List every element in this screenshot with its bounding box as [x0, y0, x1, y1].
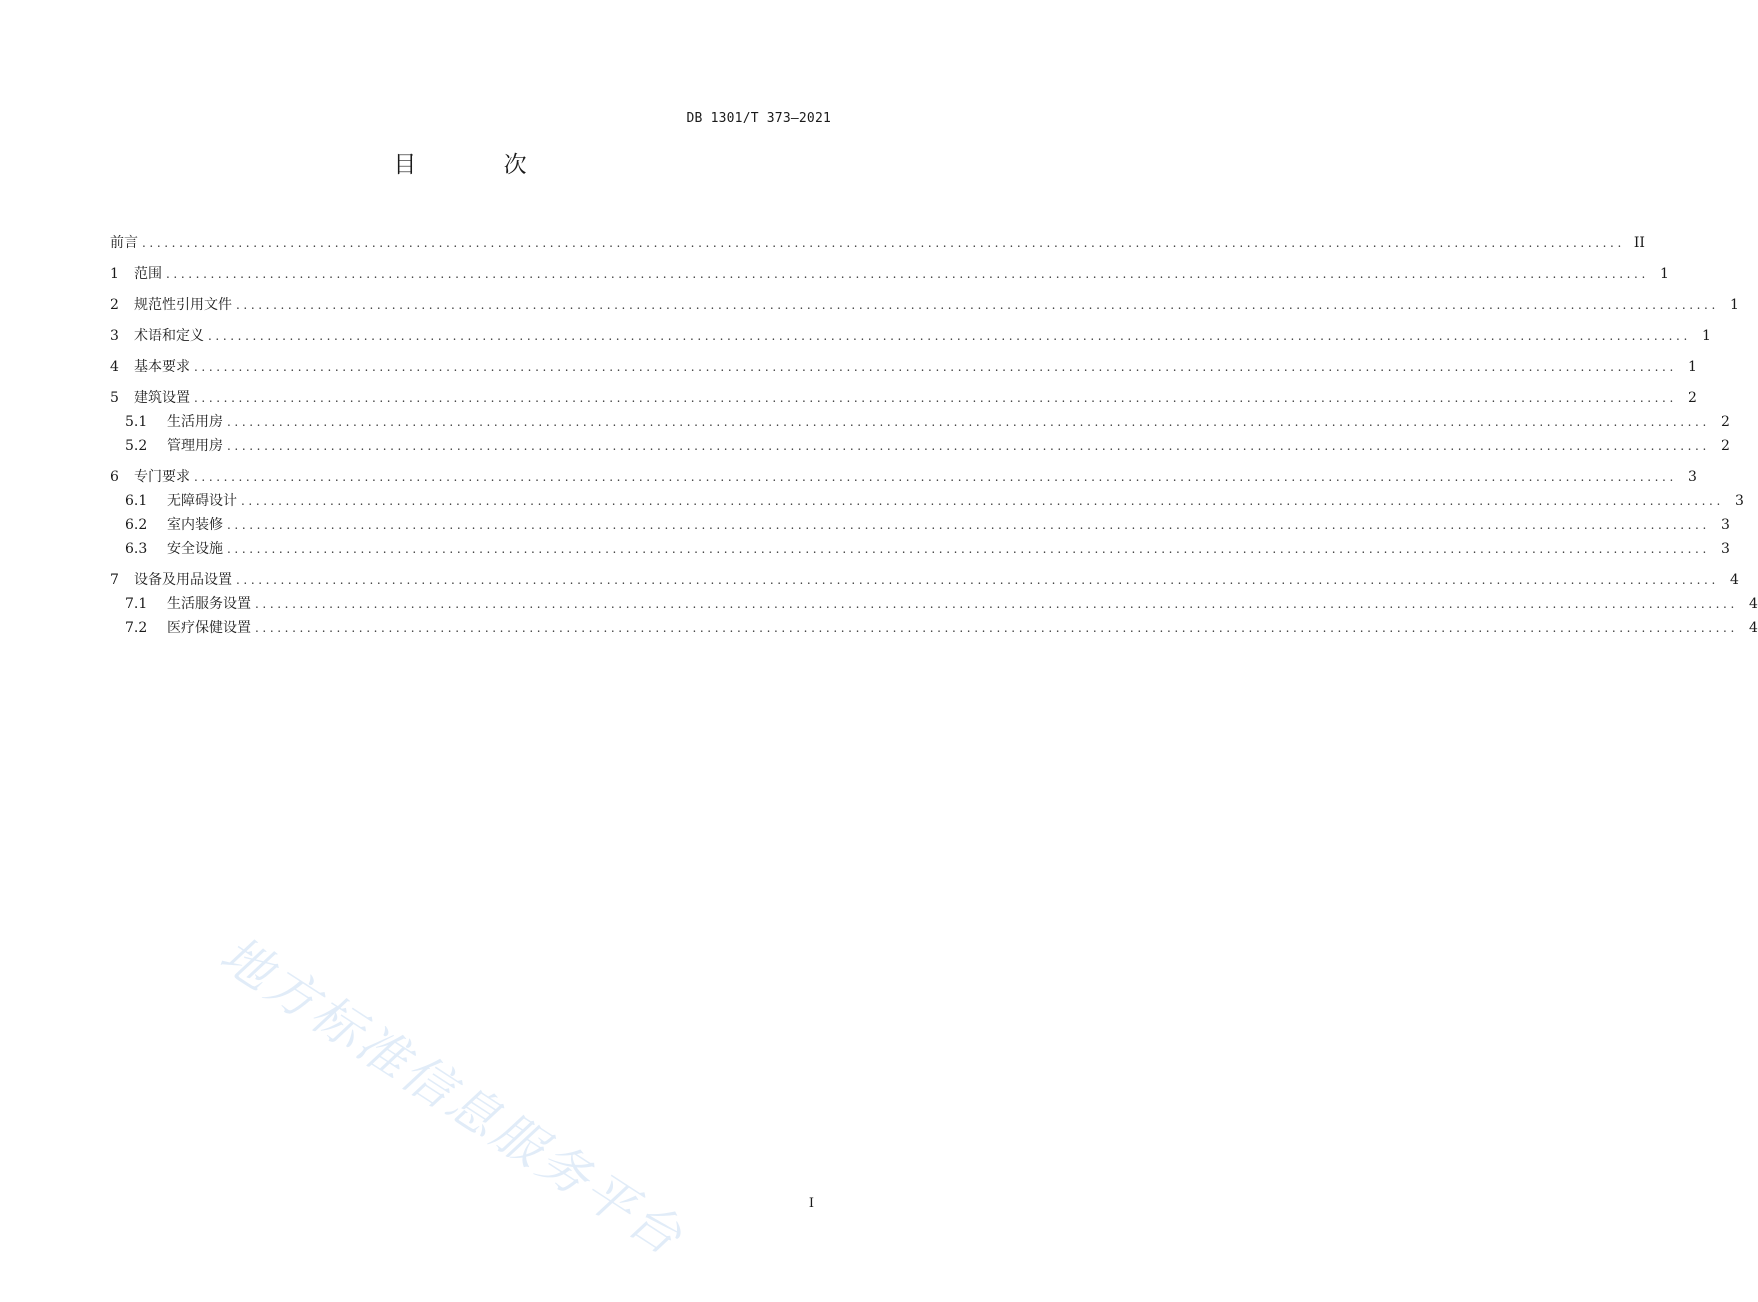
toc-entry-label: 设备及用品设置: [134, 572, 232, 588]
toc-entry-label: 生活用房: [167, 414, 223, 430]
toc-entry-label: 建筑设置: [134, 390, 190, 406]
toc-entry[interactable]: [110, 232, 1645, 256]
toc-entry-number: 7.1: [125, 596, 148, 612]
toc-entry-head: [110, 356, 190, 376]
toc-dot-leader: ........................................................................................................................................................................................................: [194, 360, 1677, 374]
toc-entry-page: 4: [1729, 572, 1739, 588]
toc-entry-head: [110, 325, 204, 345]
toc-entry-page: II: [1633, 235, 1645, 251]
toc-entry-label: 管理用房: [167, 438, 223, 454]
toc-entry-label: 基本要求: [134, 359, 190, 375]
toc-entry[interactable]: [110, 387, 1697, 411]
toc-entry-head: [110, 466, 190, 486]
toc-dot-leader: ........................................................................................................................................................................................................: [236, 573, 1719, 587]
toc-entry-page: 3: [1734, 493, 1744, 509]
toc-entry-number: 5.2: [125, 438, 148, 454]
toc-entry[interactable]: [110, 435, 1730, 459]
toc-entry[interactable]: [110, 263, 1669, 287]
toc-entry-head: [110, 569, 232, 589]
toc-entry-page: 1: [1687, 359, 1697, 375]
toc-entry-number: 2: [110, 297, 119, 313]
toc-dot-leader: ........................................................................................................................................................................................................: [194, 470, 1677, 484]
toc-entry[interactable]: [110, 514, 1730, 538]
toc-dot-leader: ........................................................................................................................................................................................................: [166, 267, 1649, 281]
toc-entry-number: 1: [110, 266, 119, 282]
toc-entry-label: 无障碍设计: [167, 493, 237, 509]
toc-entry-label: 范围: [134, 266, 162, 282]
toc-entry[interactable]: [110, 325, 1711, 349]
toc-dot-leader: ........................................................................................................................................................................................................: [241, 494, 1724, 508]
toc-dot-leader: ........................................................................................................................................................................................................: [255, 621, 1738, 635]
toc-dot-leader: ........................................................................................................................................................................................................: [236, 298, 1719, 312]
toc-entry-head: [110, 538, 223, 558]
table-of-contents: [110, 232, 1758, 641]
toc-entry-number: 3: [110, 328, 119, 344]
toc-entry-page: 3: [1720, 541, 1730, 557]
toc-entry[interactable]: [110, 593, 1758, 617]
toc-entry-head: [110, 593, 251, 613]
toc-title: 目 次: [393, 152, 567, 178]
toc-dot-leader: ........................................................................................................................................................................................................: [208, 329, 1691, 343]
toc-entry-number: 6.2: [125, 517, 148, 533]
toc-entry[interactable]: [110, 569, 1739, 593]
toc-entry-page: 2: [1720, 414, 1730, 430]
toc-entry-head: [110, 490, 237, 510]
toc-entry-page: 4: [1748, 620, 1758, 636]
toc-entry-label: 专门要求: [134, 469, 190, 485]
toc-dot-leader: ........................................................................................................................................................................................................: [142, 236, 1625, 250]
toc-entry-head: [110, 263, 162, 283]
toc-entry-head: [110, 232, 138, 252]
toc-entry-number: 7: [110, 572, 119, 588]
toc-entry-head: [110, 435, 223, 455]
toc-entry-page: 1: [1701, 328, 1711, 344]
toc-entry-number: 5: [110, 390, 119, 406]
toc-entry-head: [110, 294, 232, 314]
toc-entry-head: [110, 617, 251, 637]
toc-entry-page: 1: [1659, 266, 1669, 282]
toc-entry-page: 3: [1720, 517, 1730, 533]
page-number: I: [808, 1196, 814, 1211]
toc-dot-leader: ........................................................................................................................................................................................................: [227, 542, 1710, 556]
toc-entry-label: 术语和定义: [134, 328, 204, 344]
toc-entry-page: 4: [1748, 596, 1758, 612]
toc-entry-head: [110, 411, 223, 431]
toc-entry-page: 1: [1729, 297, 1739, 313]
toc-dot-leader: ........................................................................................................................................................................................................: [227, 439, 1710, 453]
toc-entry-number: 6.1: [125, 493, 148, 509]
toc-entry-number: 6: [110, 469, 119, 485]
toc-entry-number: 6.3: [125, 541, 148, 557]
toc-entry-label: 前言: [110, 235, 138, 251]
toc-entry-head: [110, 514, 223, 534]
toc-entry-label: 生活服务设置: [167, 596, 251, 612]
toc-dot-leader: ........................................................................................................................................................................................................: [255, 597, 1738, 611]
toc-entry[interactable]: [110, 294, 1739, 318]
toc-dot-leader: ........................................................................................................................................................................................................: [194, 391, 1677, 405]
toc-entry[interactable]: [110, 356, 1697, 380]
toc-entry-number: 5.1: [125, 414, 148, 430]
toc-entry-page: 2: [1687, 390, 1697, 406]
toc-entry[interactable]: [110, 538, 1730, 562]
toc-dot-leader: ........................................................................................................................................................................................................: [227, 518, 1710, 532]
toc-entry-number: 4: [110, 359, 119, 375]
document-id: DB 1301/T 373—2021: [686, 111, 831, 126]
toc-entry[interactable]: [110, 490, 1744, 514]
toc-dot-leader: ........................................................................................................................................................................................................: [227, 415, 1710, 429]
toc-entry-page: 2: [1720, 438, 1730, 454]
toc-entry-label: 室内装修: [167, 517, 223, 533]
watermark: 地方标准信息服务平台: [210, 925, 695, 1268]
toc-entry-label: 医疗保健设置: [167, 620, 251, 636]
toc-entry-label: 规范性引用文件: [134, 297, 232, 313]
toc-entry[interactable]: [110, 617, 1758, 641]
toc-entry-head: [110, 387, 190, 407]
toc-entry-number: 7.2: [125, 620, 148, 636]
toc-entry[interactable]: [110, 411, 1730, 435]
toc-entry-page: 3: [1687, 469, 1697, 485]
toc-entry[interactable]: [110, 466, 1697, 490]
toc-entry-label: 安全设施: [167, 541, 223, 557]
